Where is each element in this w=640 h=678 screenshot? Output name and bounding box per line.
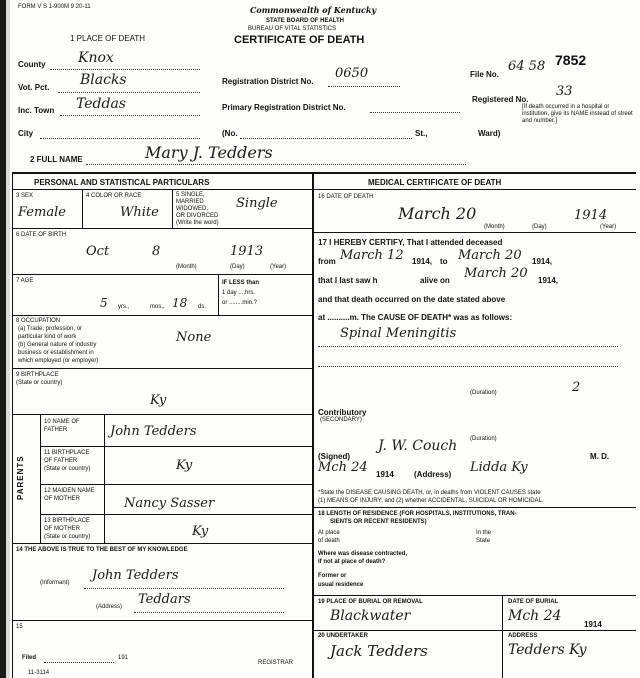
- registered-no-label: Registered No.: [472, 95, 529, 104]
- mother-name: Nancy Sasser: [124, 496, 215, 511]
- row-rule: [40, 514, 312, 515]
- from-label: from: [318, 257, 336, 266]
- if-less-2: 1 day ....hrs.: [222, 290, 256, 296]
- county-line: [50, 69, 200, 70]
- father-label-1: 10 NAME OF: [44, 419, 80, 425]
- occupation-a-1: (a) Trade, profession, or: [18, 326, 83, 332]
- informant-address-label: (Address): [96, 604, 123, 610]
- color-label: 4 COLOR OR RACE: [86, 193, 142, 199]
- inc-town-line: [60, 115, 200, 116]
- signed-label: (Signed): [318, 452, 350, 461]
- footnote-2: (1) MEANS OF INJURY; and (2) whether ACCIDENTAL, SUICIDAL OR HOMICIDAL.: [318, 498, 544, 504]
- age-label: 7 AGE: [16, 278, 34, 284]
- inc-town-label: Inc. Town: [18, 106, 55, 115]
- contributory-label: Contributory: [318, 408, 367, 417]
- dod-month-label: (Month): [484, 224, 505, 230]
- to-date: March 20: [458, 248, 522, 263]
- vot-value: Blacks: [80, 72, 127, 88]
- informant-name: John Tedders: [92, 568, 179, 583]
- certificate-number: 7852: [555, 52, 587, 68]
- street-line: [240, 138, 412, 139]
- alive-on-label: alive on: [420, 276, 450, 285]
- commonwealth-label: Commonwealth of Kentucky: [250, 5, 377, 15]
- frame-rule: [12, 189, 636, 190]
- occupation-b-2: business or establishment in: [18, 350, 94, 356]
- death-stated-line: and that death occurred on the date stated above: [318, 295, 506, 304]
- place-of-death-label: 1 PLACE OF DEATH: [70, 34, 145, 43]
- cause-line-rule: [318, 346, 618, 347]
- occupation-value: None: [176, 330, 212, 345]
- contracted-label-2: if not at place of death?: [318, 559, 386, 565]
- burial-date-label: DATE OF BURIAL: [508, 599, 559, 605]
- parents-divider: [40, 415, 41, 543]
- filed-year: 191: [118, 655, 129, 661]
- no-label: (No.: [222, 129, 238, 138]
- from-year: 1914,: [412, 257, 433, 266]
- age-ds-label: ds.: [198, 304, 207, 310]
- mother-label-1: 12 MAIDEN NAME: [44, 488, 95, 494]
- row-rule: [12, 228, 312, 229]
- father-bp-1: 11 BIRTHPLACE: [44, 450, 90, 456]
- secondary-label: (SECONDARY): [320, 417, 362, 423]
- dob-year: 1913: [230, 244, 264, 259]
- age-yrs-label: yrs.,: [118, 304, 130, 310]
- at-place-label-2: of death: [318, 538, 340, 544]
- county-value: Knox: [78, 50, 114, 66]
- dob-label: 6 DATE OF BIRTH: [16, 232, 67, 238]
- dod-day-label: (Day): [532, 224, 547, 230]
- cause-line-rule: [318, 366, 618, 367]
- file-no-label: File No.: [470, 70, 499, 79]
- filed-line: [44, 662, 114, 663]
- md-label: M. D.: [590, 452, 610, 461]
- dod-year-label: (Year): [600, 224, 617, 230]
- sex-label: 3 SEX: [16, 193, 34, 199]
- row-rule: [313, 630, 636, 631]
- primary-reg-label: Primary Registration District No.: [222, 103, 346, 112]
- parents-divider: [104, 415, 105, 543]
- mother-label-2: OF MOTHER: [44, 496, 80, 502]
- undertaker-address-label: ADDRESS: [508, 633, 538, 639]
- full-name-value: Mary J. Tedders: [145, 143, 273, 162]
- row-rule: [12, 414, 312, 415]
- alive-year: 1914,: [538, 276, 559, 285]
- burial-date: Mch 24: [508, 608, 562, 624]
- certificate-title: CERTIFICATE OF DEATH: [234, 34, 365, 46]
- signed-year: 1914: [376, 470, 394, 479]
- filed-label: Filed: [22, 655, 37, 661]
- mother-bp-1: 13 BIRTHPLACE: [44, 518, 90, 524]
- row-rule: [40, 484, 312, 485]
- at-place-label-1: At place: [318, 530, 340, 536]
- registrar-label: REGISTRAR: [258, 660, 294, 666]
- birthplace-label: 9 BIRTHPLACE: [16, 372, 59, 378]
- row-rule: [12, 315, 312, 316]
- signed-address-label: (Address): [414, 470, 452, 479]
- row-rule: [313, 232, 636, 233]
- in-state-label-1: In the: [476, 530, 492, 536]
- file-no-value: 64 58: [508, 59, 546, 74]
- duration-months: 2: [572, 380, 581, 395]
- true-statement: 14 THE ABOVE IS TRUE TO THE BEST OF MY KNOWLEDGE: [16, 547, 188, 553]
- marital-label-3: WIDOWED,: [176, 206, 208, 212]
- city-line: [40, 138, 200, 139]
- vot-line: [58, 92, 200, 93]
- row-rule: [12, 543, 312, 544]
- row-rule: [12, 368, 312, 369]
- former-label-2: usual residence: [318, 582, 364, 588]
- occupation-b-1: (b) General nature of industry: [18, 342, 97, 348]
- dod-month: March 20: [398, 204, 477, 223]
- informant-address-line: [134, 612, 284, 613]
- stay-label-2: SIENTS OR RECENT RESIDENTS): [330, 519, 427, 525]
- dob-month-label: (Month): [176, 264, 197, 270]
- informant-address: Teddars: [138, 592, 191, 607]
- father-birthplace: Ky: [176, 458, 193, 473]
- signed-address: Lidda Ky: [470, 460, 528, 475]
- vot-label: Vot. Pct.: [18, 83, 50, 92]
- father-label-2: FATHER: [44, 427, 68, 433]
- cell-divider: [172, 190, 173, 228]
- dod-year: 1914: [574, 208, 608, 223]
- primary-reg-line: [370, 112, 460, 113]
- alive-date: March 20: [464, 266, 528, 281]
- city-label: City: [18, 129, 34, 138]
- mother-bp-3: (State or country): [44, 534, 91, 540]
- frame-left: [12, 172, 13, 678]
- occupation-a-2: particular kind of work: [18, 334, 77, 340]
- mother-bp-2: OF MOTHER: [44, 526, 80, 532]
- reg-district-value: 0650: [335, 66, 369, 81]
- color-value: White: [120, 205, 159, 220]
- cause-value: Spinal Meningitis: [340, 326, 457, 341]
- marital-label-4: OR DIVORCED: [176, 213, 219, 219]
- board-label: STATE BOARD OF HEALTH: [266, 18, 344, 24]
- cell-divider: [502, 596, 503, 678]
- from-date: March 12: [340, 248, 404, 263]
- undertaker-name: Jack Tedders: [330, 642, 428, 660]
- if-less-3: or ........min.?: [222, 300, 258, 306]
- county-label: County: [18, 60, 46, 69]
- father-bp-2: OF FATHER: [44, 458, 78, 464]
- ward-label: Ward): [478, 129, 501, 138]
- duration-label: (Duration): [470, 390, 497, 396]
- marital-hint: (Write the word): [176, 220, 219, 226]
- last-saw-label: that I last saw h: [318, 276, 378, 285]
- sex-value: Female: [18, 205, 66, 220]
- duration2-label: (Duration): [470, 436, 497, 442]
- cell-divider: [218, 275, 219, 315]
- age-mos-label: mos.,: [150, 304, 165, 310]
- informant-label: (Informant): [40, 580, 70, 586]
- medical-section-title: MEDICAL CERTIFICATE OF DEATH: [368, 178, 502, 187]
- reg-district-label: Registration District No.: [222, 77, 314, 86]
- to-year: 1914,: [532, 257, 553, 266]
- item-15: 15: [16, 624, 23, 630]
- row-rule: [12, 620, 312, 621]
- burial-place-label: 19 PLACE OF BURIAL OR REMOVAL: [318, 599, 423, 605]
- hospital-note: [If death occurred in a hospital or institution, give its NAME instead of street and number.]: [522, 104, 633, 124]
- signed-date: Mch 24: [318, 460, 368, 475]
- registered-no-value: 33: [556, 84, 573, 99]
- st-label: St.,: [415, 129, 428, 138]
- age-years: 5: [100, 296, 108, 310]
- age-months: 18: [172, 296, 188, 310]
- in-state-label-2: State: [476, 538, 491, 544]
- cell-divider: [82, 190, 83, 228]
- stay-label-1: 18 LENGTH OF RESIDENCE (FOR HOSPITALS, INSTITUTIONS, TRAN-: [318, 511, 517, 517]
- burial-year: 1914: [584, 620, 602, 629]
- form-code: FORM V S 1-900M 9 20-11: [18, 4, 91, 10]
- former-label-1: Former or: [318, 573, 347, 579]
- personal-section-title: PERSONAL AND STATISTICAL PARTICULARS: [34, 178, 210, 187]
- to-label: to: [440, 257, 448, 266]
- dob-month: Oct: [86, 244, 110, 259]
- footnote-1: *State the DISEASE CAUSING DEATH, or, in deaths from VIOLENT CAUSES state: [318, 490, 541, 496]
- if-less-1: IF LESS than: [222, 280, 260, 286]
- birthplace-hint: (State or country): [16, 380, 63, 386]
- reg-district-line: [328, 86, 400, 87]
- marital-label-2: MARRIED: [176, 199, 204, 205]
- birthplace-value: Ky: [150, 393, 167, 408]
- undertaker-address: Tedders Ky: [508, 642, 587, 658]
- inc-town-value: Teddas: [76, 96, 126, 112]
- mother-birthplace: Ky: [192, 524, 209, 539]
- row-rule: [313, 507, 636, 508]
- signed-name: J. W. Couch: [378, 438, 458, 454]
- footer-code: 11-3114: [28, 670, 50, 676]
- undertaker-label: 20 UNDERTAKER: [318, 633, 368, 639]
- frame-rule: [12, 172, 636, 174]
- parents-label: PARENTS: [16, 455, 25, 500]
- cause-line: at ..........m. The CAUSE OF DEATH* was as follows:: [318, 313, 513, 322]
- occupation-b-3: which employed (or employer): [18, 358, 99, 364]
- father-name: John Tedders: [110, 424, 197, 439]
- father-bp-3: (State or country): [44, 466, 91, 472]
- dob-day: 8: [152, 244, 161, 259]
- full-name-line: [86, 164, 466, 165]
- row-rule: [40, 446, 312, 447]
- full-name-label: 2 FULL NAME: [30, 155, 83, 164]
- burial-place: Blackwater: [330, 608, 411, 624]
- bureau-label: BUREAU OF VITAL STATISTICS: [248, 26, 337, 32]
- dob-day-label: (Day): [230, 264, 245, 270]
- occupation-label: 8 OCCUPATION: [16, 318, 61, 324]
- marital-label-1: 5 SINGLE,: [176, 192, 205, 198]
- column-divider: [312, 172, 314, 678]
- marital-value: Single: [236, 196, 278, 211]
- scan-gutter: [6, 0, 10, 678]
- row-rule: [313, 595, 636, 596]
- row-rule: [12, 274, 312, 275]
- dod-label: 16 DATE OF DEATH: [318, 194, 374, 200]
- dob-year-label: (Year): [270, 264, 287, 270]
- contracted-label-1: Where was disease contracted,: [318, 551, 408, 557]
- informant-line: [84, 588, 284, 589]
- certify-line: 17 I HEREBY CERTIFY, That I attended deceased: [318, 238, 503, 247]
